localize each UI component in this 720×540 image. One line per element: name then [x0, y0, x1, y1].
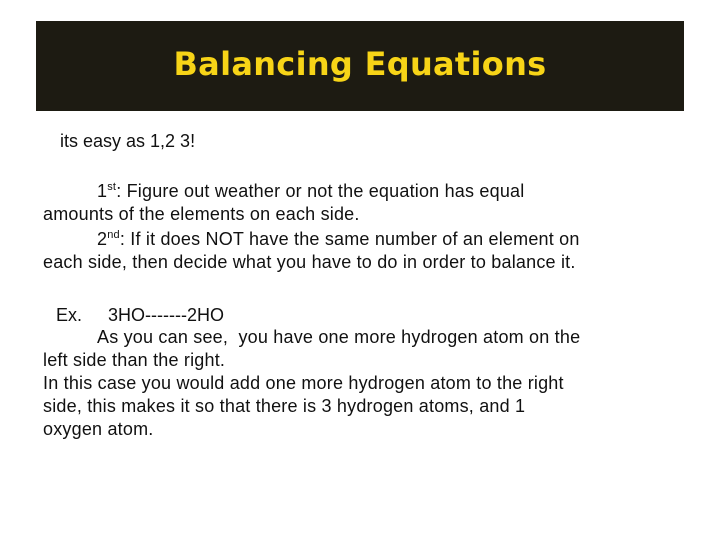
example-conclusion — [43, 372, 564, 441]
conclusion-line-1: In this case you would add one more hydrogen atom to the right — [43, 373, 564, 393]
explanation-line-2: left side than the right. — [43, 350, 226, 370]
title-bar — [36, 21, 684, 111]
slide-title: Balancing Equations — [173, 45, 547, 83]
example-prefix: Ex. — [56, 305, 83, 325]
example-line — [56, 304, 224, 327]
step-1-number: 1 — [97, 181, 108, 201]
step-1-line-2: amounts of the elements on each side. — [43, 204, 360, 224]
step-2-paragraph — [43, 228, 580, 274]
step-1-suffix: st — [107, 181, 117, 193]
intro-text: its easy as 1,2 3! — [60, 131, 196, 151]
conclusion-line-3: oxygen atom. — [43, 419, 154, 439]
step-2-line-1: : If it does NOT have the same number of an element on — [119, 229, 580, 249]
step-2-line-2: each side, then decide what you have to do in order to balance it. — [43, 252, 576, 272]
conclusion-line-2: side, this makes it so that there is 3 hydrogen atoms, and 1 — [43, 396, 526, 416]
step-1-paragraph — [43, 180, 524, 226]
example-explanation — [43, 326, 580, 372]
step-2-suffix: nd — [107, 229, 120, 241]
step-1-line-1: : Figure out weather or not the equation has equal — [116, 181, 525, 201]
example-equation: 3HO-------2HO — [108, 305, 224, 325]
step-2-number: 2 — [97, 229, 108, 249]
explanation-line-1: As you can see, you have one more hydrogen atom on the — [97, 327, 581, 347]
